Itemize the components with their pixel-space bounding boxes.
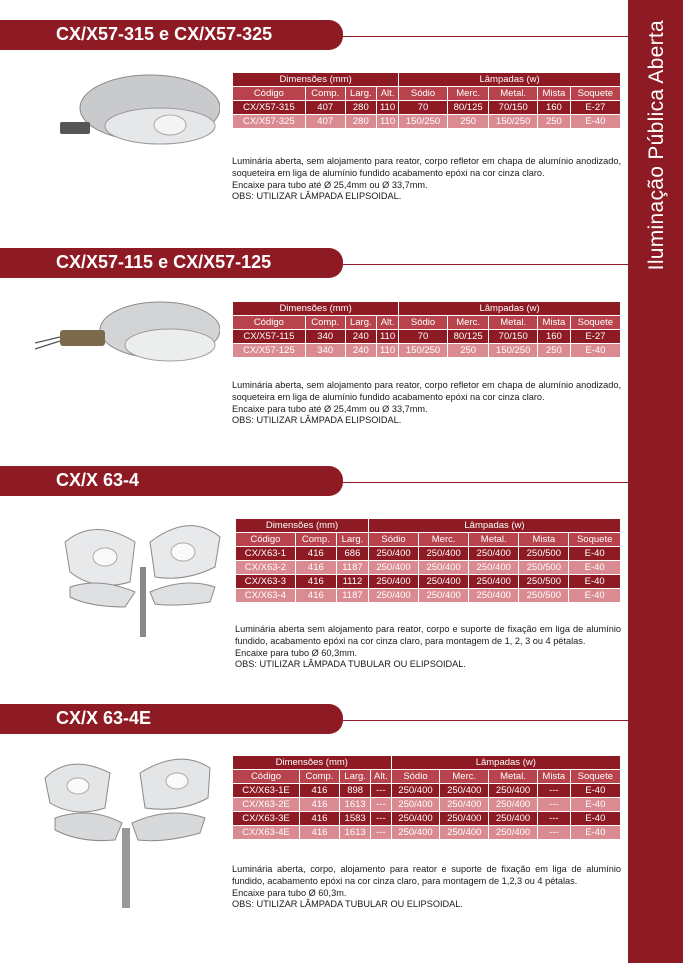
description-text: Encaixe para tubo até Ø 25,4mm ou Ø 33,7mm. <box>232 403 428 414</box>
cell: 250 <box>538 115 571 129</box>
cell: E-40 <box>569 547 621 561</box>
cell: CX/X63-1 <box>236 547 296 561</box>
table-row <box>233 798 621 812</box>
col-header: Merc. <box>447 316 488 330</box>
cell: 1583 <box>339 812 370 826</box>
description-text: OBS: UTILIZAR LÂMPADA ELIPSOIDAL. <box>232 415 402 426</box>
col-header: Larg. <box>339 770 370 784</box>
description-text: Luminária aberta, sem alojamento para reator, corpo refletor em chapa de alumínio anodizado, soqueteira em liga de alumínio fundido acabamento epóxi na cor cinza claro. <box>232 156 621 178</box>
col-header: Metal. <box>489 87 538 101</box>
cell: 416 <box>299 826 339 840</box>
cell: 250/400 <box>391 798 440 812</box>
spec-table-4 <box>232 755 621 840</box>
cell: 250/400 <box>489 798 538 812</box>
cell: --- <box>537 798 570 812</box>
cell: 250/400 <box>391 826 440 840</box>
group-lamps: Lâmpadas (w) <box>399 302 621 316</box>
cell: 250/400 <box>419 561 469 575</box>
col-header: Alt. <box>376 316 398 330</box>
divider <box>343 264 628 265</box>
table-row <box>236 547 621 561</box>
cell: 250/500 <box>519 561 569 575</box>
table-row <box>236 589 621 603</box>
cell: 280 <box>345 101 376 115</box>
section-3-banner <box>0 466 343 496</box>
col-header: Mista <box>537 770 570 784</box>
cell: 250 <box>538 344 571 358</box>
group-lamps: Lâmpadas (w) <box>399 73 621 87</box>
cell: 686 <box>336 547 368 561</box>
cell: 150/250 <box>489 344 538 358</box>
col-header: Comp. <box>295 533 336 547</box>
cell: 70 <box>399 330 448 344</box>
cell: 250 <box>447 115 488 129</box>
cell: 80/125 <box>447 330 488 344</box>
cell: 250/400 <box>469 547 519 561</box>
cell: 340 <box>305 344 345 358</box>
col-header: Código <box>233 770 300 784</box>
cell: 340 <box>305 330 345 344</box>
table-row <box>233 784 621 798</box>
cell: E-40 <box>569 575 621 589</box>
cell: 250/400 <box>440 826 489 840</box>
spec-table-3 <box>235 518 621 603</box>
description-4 <box>232 864 621 911</box>
cell: 898 <box>339 784 370 798</box>
sidebar-title: Iluminação Pública Aberta <box>645 20 668 271</box>
table-row <box>233 330 621 344</box>
description-text: Encaixe para tubo até Ø 25,4mm ou Ø 33,7mm. <box>232 179 428 190</box>
cell: 110 <box>376 101 398 115</box>
section-1-banner <box>0 20 343 50</box>
col-header: Sódio <box>368 533 418 547</box>
table-row <box>233 101 621 115</box>
luminaire-image-2 <box>30 295 220 375</box>
cell: CX/X57-125 <box>233 344 306 358</box>
cell: 416 <box>295 589 336 603</box>
cell: --- <box>537 812 570 826</box>
cell: 70 <box>399 101 448 115</box>
col-header: Metal. <box>489 316 538 330</box>
cell: 250/400 <box>391 812 440 826</box>
cell: 250/400 <box>419 575 469 589</box>
cell: 110 <box>376 344 398 358</box>
cell: CX/X63-3E <box>233 812 300 826</box>
cell: CX/X63-3 <box>236 575 296 589</box>
sidebar <box>628 0 683 963</box>
group-lamps: Lâmpadas (w) <box>368 519 620 533</box>
col-header: Alt. <box>371 770 391 784</box>
cell: CX/X63-1E <box>233 784 300 798</box>
cell: E-40 <box>569 589 621 603</box>
cell: 416 <box>299 798 339 812</box>
table-row <box>233 826 621 840</box>
col-header: Código <box>236 533 296 547</box>
description-text: Luminária aberta sem alojamento para reator, corpo e suporte de fixação em liga de alumínio fundido, acabamento epóxi na cor cinza claro, para montagem de 1, 2, 3 ou 4 pétalas. <box>235 624 621 646</box>
col-header: Merc. <box>440 770 489 784</box>
table-row <box>233 344 621 358</box>
cell: 240 <box>345 330 376 344</box>
cell: 110 <box>376 115 398 129</box>
cell: E-27 <box>570 330 620 344</box>
table-row <box>233 115 621 129</box>
luminaire-image-1 <box>55 68 220 158</box>
cell: E-40 <box>570 798 620 812</box>
cell: 110 <box>376 330 398 344</box>
cell: 250/400 <box>469 575 519 589</box>
cell: CX/X63-2 <box>236 561 296 575</box>
cell: 1613 <box>339 798 370 812</box>
description-2 <box>232 380 621 427</box>
group-dimensions: Dimensões (mm) <box>233 756 392 770</box>
cell: 160 <box>538 330 571 344</box>
description-text: Luminária aberta, corpo, alojamento para reator e suporte de fixação em liga de alumínio fundido, acabamento epóxi na cor cinza claro, para montagem de 1,2,3 ou 4 pétalas. <box>232 864 621 886</box>
cell: E-40 <box>570 344 620 358</box>
cell: --- <box>371 798 391 812</box>
section-4-title: CX/X 63-4E <box>56 708 152 728</box>
cell: 150/250 <box>399 115 448 129</box>
group-dimensions: Dimensões (mm) <box>233 73 399 87</box>
divider <box>343 36 628 37</box>
cell: 416 <box>299 784 339 798</box>
cell: 416 <box>299 812 339 826</box>
section-3-title: CX/X 63-4 <box>56 470 140 490</box>
cell: 416 <box>295 547 336 561</box>
cell: 250/400 <box>368 575 418 589</box>
cell: 280 <box>345 115 376 129</box>
cell: CX/X57-115 <box>233 330 306 344</box>
group-dimensions: Dimensões (mm) <box>233 302 399 316</box>
col-header: Comp. <box>299 770 339 784</box>
section-2-title: CX/X57-115 e CX/X57-125 <box>56 252 272 272</box>
section-2-banner <box>0 248 343 278</box>
col-header: Metal. <box>469 533 519 547</box>
cell: 250/400 <box>489 826 538 840</box>
cell: E-40 <box>570 784 620 798</box>
cell: 250/400 <box>419 589 469 603</box>
description-1 <box>232 156 621 203</box>
cell: 160 <box>538 101 571 115</box>
cell: 407 <box>305 101 345 115</box>
spec-table-2 <box>232 301 621 358</box>
cell: CX/X63-2E <box>233 798 300 812</box>
cell: 150/250 <box>399 344 448 358</box>
cell: 250/400 <box>469 561 519 575</box>
col-header: Sódio <box>399 316 448 330</box>
cell: 1187 <box>336 589 368 603</box>
col-header: Mista <box>538 87 571 101</box>
col-header: Código <box>233 316 306 330</box>
col-header: Sódio <box>391 770 440 784</box>
section-1-title: CX/X57-315 e CX/X57-325 <box>56 24 273 44</box>
cell: 250/500 <box>519 589 569 603</box>
cell: 250/400 <box>391 784 440 798</box>
cell: CX/X57-315 <box>233 101 306 115</box>
cell: 250/400 <box>440 798 489 812</box>
cell: 1187 <box>336 561 368 575</box>
cell: 416 <box>295 575 336 589</box>
table-row <box>236 575 621 589</box>
table-row <box>236 561 621 575</box>
col-header: Alt. <box>376 87 398 101</box>
col-header: Soquete <box>570 770 620 784</box>
col-header: Mista <box>538 316 571 330</box>
cell: 250/400 <box>368 547 418 561</box>
luminaire-image-3 <box>55 512 230 637</box>
col-header: Larg. <box>336 533 368 547</box>
col-header: Larg. <box>345 316 376 330</box>
cell: CX/X63-4E <box>233 826 300 840</box>
description-text: OBS: UTILIZAR LÂMPADA TUBULAR OU ELIPSOIDAL. <box>235 659 466 670</box>
cell: 1613 <box>339 826 370 840</box>
cell: E-40 <box>570 812 620 826</box>
cell: 250/400 <box>440 812 489 826</box>
col-header: Sódio <box>399 87 448 101</box>
cell: 250/400 <box>440 784 489 798</box>
cell: 250/400 <box>489 784 538 798</box>
description-text: Luminária aberta, sem alojamento para reator, corpo refletor em chapa de alumínio anodizado, soqueteira em liga de alumínio fundido acabamento epóxi na cor cinza claro. <box>232 380 621 402</box>
col-header: Soquete <box>570 316 620 330</box>
cell: 1112 <box>336 575 368 589</box>
description-text: Encaixe para tubo Ø 60,3m. <box>232 887 347 898</box>
cell: --- <box>371 784 391 798</box>
cell: 407 <box>305 115 345 129</box>
cell: 250/400 <box>419 547 469 561</box>
spec-table-1 <box>232 72 621 129</box>
cell: 250/500 <box>519 575 569 589</box>
cell: E-40 <box>569 561 621 575</box>
col-header: Soquete <box>570 87 620 101</box>
cell: 250 <box>447 344 488 358</box>
cell: 70/150 <box>489 101 538 115</box>
cell: --- <box>537 826 570 840</box>
cell: 250/400 <box>368 589 418 603</box>
description-3 <box>235 624 621 671</box>
section-4-banner <box>0 704 343 734</box>
group-dimensions: Dimensões (mm) <box>236 519 369 533</box>
cell: --- <box>371 812 391 826</box>
cell: 70/150 <box>489 330 538 344</box>
cell: --- <box>537 784 570 798</box>
cell: E-40 <box>570 826 620 840</box>
cell: --- <box>371 826 391 840</box>
col-header: Soquete <box>569 533 621 547</box>
col-header: Mista <box>519 533 569 547</box>
cell: E-40 <box>570 115 620 129</box>
cell: CX/X57-325 <box>233 115 306 129</box>
group-lamps: Lâmpadas (w) <box>391 756 620 770</box>
col-header: Merc. <box>419 533 469 547</box>
cell: 150/250 <box>489 115 538 129</box>
description-text: OBS: UTILIZAR LÂMPADA ELIPSOIDAL. <box>232 191 402 202</box>
description-text: OBS: UTILIZAR LÂMPADA TUBULAR OU ELIPSOIDAL. <box>232 899 463 910</box>
cell: CX/X63-4 <box>236 589 296 603</box>
description-text: Encaixe para tubo Ø 60,3mm. <box>235 647 358 658</box>
luminaire-image-4 <box>40 748 220 908</box>
col-header: Comp. <box>305 316 345 330</box>
cell: 250/400 <box>489 812 538 826</box>
col-header: Merc. <box>447 87 488 101</box>
col-header: Comp. <box>305 87 345 101</box>
divider <box>343 720 628 721</box>
cell: 80/125 <box>447 101 488 115</box>
cell: E-27 <box>570 101 620 115</box>
cell: 250/500 <box>519 547 569 561</box>
cell: 250/400 <box>368 561 418 575</box>
col-header: Código <box>233 87 306 101</box>
col-header: Metal. <box>489 770 538 784</box>
cell: 250/400 <box>469 589 519 603</box>
divider <box>343 482 628 483</box>
table-row <box>233 812 621 826</box>
cell: 416 <box>295 561 336 575</box>
cell: 240 <box>345 344 376 358</box>
col-header: Larg. <box>345 87 376 101</box>
